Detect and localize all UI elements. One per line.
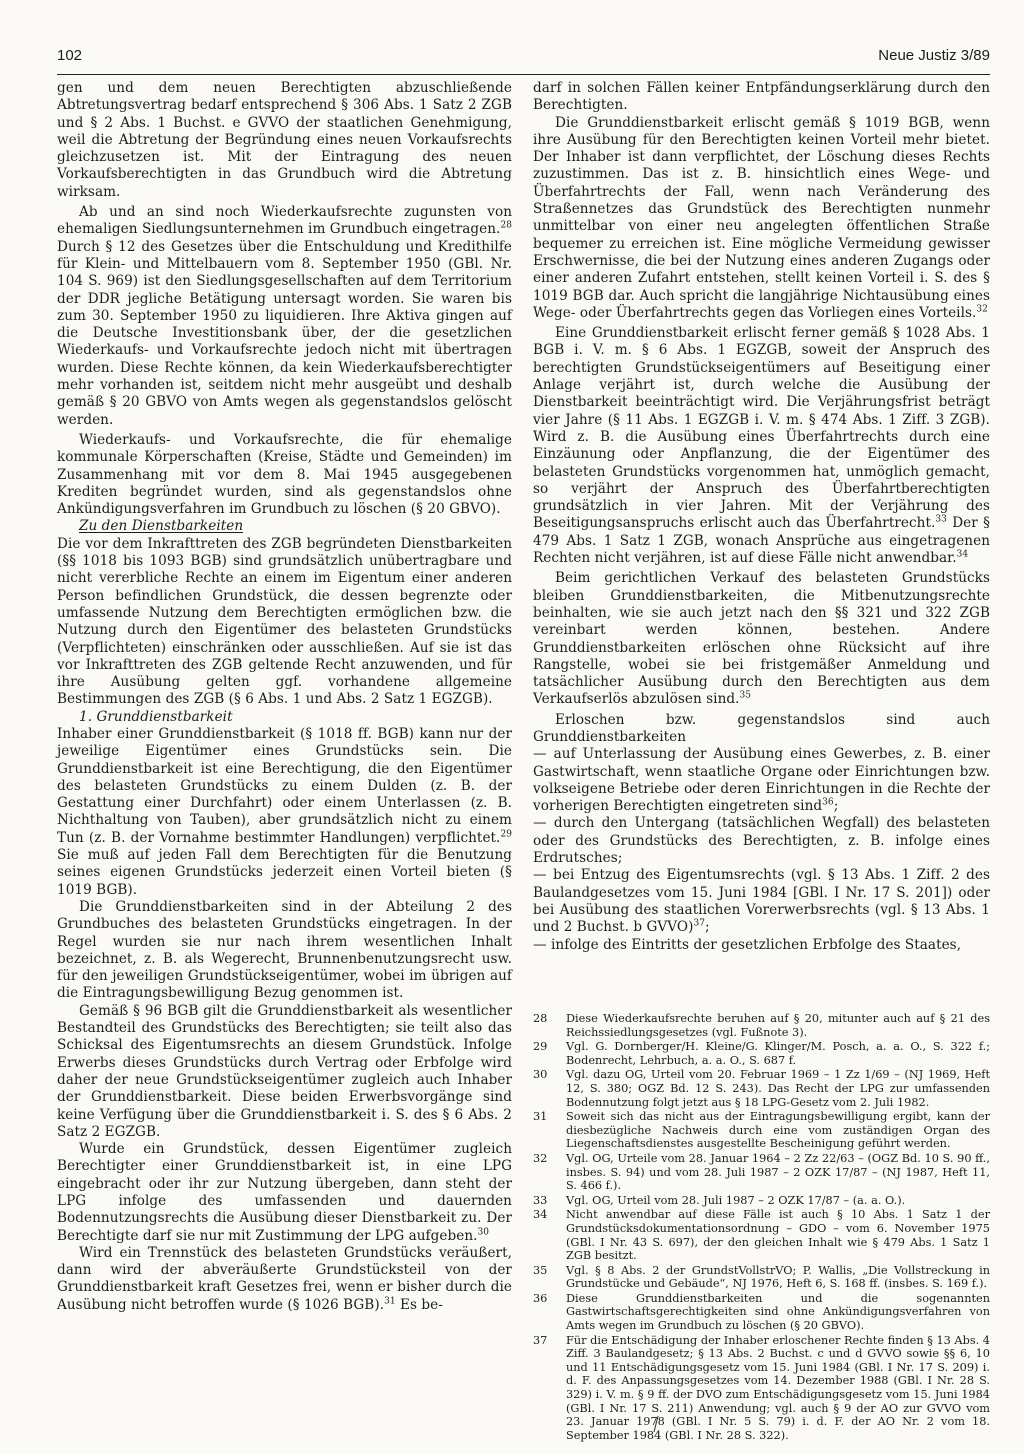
footnote-number: 29 (533, 1040, 548, 1054)
footnote (533, 1194, 990, 1208)
footnote (533, 1334, 990, 1443)
paragraph: Beim gerichtlichen Verkauf des belasteten Grundstücks bleiben Grunddienstbarkeiten, die Mitbenutzungsrechte beinhalten, wie sie auch jetzt nach den §§ 321 und 322 ZGB vereinbart werden können, bestehen. Andere Grunddienstbarkeiten erlöschen ohne Rücksicht auf ihre Rangstelle, wobei sie bei fristgemäßer Anmeldung und tatsächlicher Ausübung durch den Berechtigten aus dem Verkaufserlös abzulösen sind.$^{35}$ (533, 570, 990, 708)
list-item: — auf Unterlassung der Ausübung eines Gewerbes, z. B. einer Gastwirtschaft, wenn staatliche Organe oder Einrichtungen bzw. volkseigene Betriebe oder deren Einrichtungen in die Rechte der vorherigen Berechtigten eingetreten sind$^{36}$; (533, 746, 990, 815)
footnote-text: Vgl. dazu OG, Urteil vom 20. Februar 1969 – 1 Zz 1/69 – (NJ 1969, Heft 12, S. 380; OGZ Bd. 12 S. 243). Das Recht der LPG zur umfassenden Bodennutzung folgt jetzt aus § 18 LPG-Gesetz vom 2. Juli 1982. (566, 1068, 990, 1109)
paragraph: Erloschen bzw. gegenstandslos sind auch Grunddienstbarkeiten (533, 711, 990, 745)
footnote (533, 1040, 990, 1067)
footnote-ref: 35 (739, 690, 752, 701)
list-item: — bei Entzug des Eigentumsrechts (vgl. § 13 Abs. 1 Ziff. 2 des Baulandgesetzes vom 15. Juni 1984 [GBl. I Nr. 17 S. 201]) oder bei Ausübung des staatlichen Vorerwerbsrechts (vgl. § 13 Abs. 1 und 2 Buchst. b GVVO)$^{37}$; (533, 867, 990, 936)
footnote (533, 1110, 990, 1151)
paragraph: gen und dem neuen Berechtigten abzuschließende Abtretungsvertrag bedarf entsprechend § 306 Abs. 1 Satz 2 ZGB und § 2 Abs. 1 Buchst. e GVVO der staatlichen Genehmigung, weil die Abtretung der Begründung eines neuen Vorkaufsrechts gleichzusetzen ist. Mit der Eintragung des neuen Vorkaufsberechtigten in das Grundbuch wird die Abtretung wirksam. (57, 80, 512, 200)
paragraph: Wiederkaufs- und Vorkaufsrechte, die für ehemalige kommunale Körperschaften (Kreise, Städte und Gemeinden) im Zusammenhang mit vor dem 8. Mai 1945 ausgegebenen Krediten begründet wurden, sind als gegenstandslos ohne Ankündigungsverfahren im Grundbuch zu löschen (§ 20 GBVO). (57, 431, 512, 518)
paragraph: Eine Grunddienstbarkeit erlischt ferner gemäß § 1028 Abs. 1 BGB i. V. m. § 6 Abs. 1 EGZGB, soweit der Anspruch des berechtigten Grundstückseigentümers auf Beseitigung einer Anlage verjährt ist, durch welche die Ausübung der Dienstbarkeit beeinträchtigt wird. Die Verjährungsfrist beträgt vier Jahre (§ 11 Abs. 1 EGZGB i. V. m. § 474 Abs. 1 Ziff. 3 ZGB). Wird z. B. die Ausübung eines Überfahrtrechts durch eine Einzäunung oder Anpflanzung, die der Eigentümer des belasteten Grundstücks vorgenommen hat, unmöglich gemacht, so verjährt der Anspruch des Überfahrtberechtigten grundsätzlich in vier Jahren. Mit der Verjährung des Beseitigungsanspruchs erlischt auch das Überfahrtrecht.$^{33}$ Der § 479 Abs. 1 Satz 1 ZGB, wonach Ansprüche aus eingetragenen Rechten nicht verjähren, ist auf diese Fälle nicht anwendbar.$^{34}$ (533, 325, 990, 567)
footnote-ref: 30 (477, 1227, 490, 1238)
footnote (533, 1152, 990, 1193)
footnote-text: Diese Grunddienstbarkeiten und die sogenannten Gastwirtschaftsgerechtigkeiten sind ohne Ankündigungsverfahren von Amts wegen im Grundbuch zu löschen (§ 20 GBVO). (566, 1291, 990, 1333)
footnote-ref: 33 (935, 514, 947, 525)
footnote-number: 28 (533, 1012, 548, 1025)
footnote-number: 32 (533, 1151, 548, 1165)
footnote-text: Für die Entschädigung der Inhaber erloschener Rechte finden § 13 Abs. 4 Ziff. 3 Baulandgesetz; § 13 Abs. 2 Buchst. c und d GVVO sowie §§ 6, 10 und 11 Entschädigungsgesetz vom 15. Juni 1984 (GBl. I Nr. 17 S. 209) i. d. F. des Anpassungsgesetzes vom 14. Dezember 1988 (GBl. I Nr. 28 S. 329) i. V. m. § 9 ff. der DVO zum Entschädigungsgesetz vom 15. Juni 1984 (GBl. I Nr. 17 S. 211) Anwendung; vgl. auch § 9 der AO zur GVVO vom 23. Januar 1978 (GBl. I Nr. 5 S. 79) i. d. F. der AO Nr. 2 vom 18. September 1984 (GBl. I Nr. 28 S. 322). (566, 1333, 990, 1442)
left-column (57, 80, 512, 1314)
footnote-number: 33 (533, 1193, 548, 1207)
footnotes (533, 1012, 990, 1443)
paragraph: Wurde ein Grundstück, dessen Eigentümer zugleich Berechtigter einer Grunddienstbarkeit ist, in eine LPG eingebracht oder ihr zur Nutzung übergeben, dann steht der LPG infolge des umfassenden und dauernden Bodennutzungsrechts die Ausübung dieser Dienstbarkeit zu. Der Berechtigte darf sie nur mit Zustimmung der LPG aufgeben.$^{30}$ (57, 1141, 512, 1244)
paragraph: Die Grunddienstbarkeiten sind in der Abteilung 2 des Grundbuches des belasteten Grundstücks eingetragen. In der Regel wurden sie nur nach ihrem wesentlichen Inhalt bezeichnet, z. B. als Wegerecht, Brunnenbenutzungsrecht usw. für den jeweiligen Grundstückseigentümer, wobei im übrigen auf die Eintragungsbewilligung Bezug genommen ist. (57, 898, 512, 1002)
footnote-text: Vgl. G. Dornberger/H. Kleine/G. Klinger/M. Posch, a. a. O., S. 322 f.; Bodenrecht, Lehrbuch, a. a. O., S. 687 f. (566, 1040, 990, 1067)
footnote-text: Vgl. § 8 Abs. 2 der GrundstVollstrVO; P. Wallis, „Die Vollstreckung in Grundstücke und Gebäude“, NJ 1976, Heft 6, S. 168 ff. (insbes. S. 169 f.). (566, 1263, 990, 1291)
footnote-ref: 28 (500, 220, 512, 231)
section-title: Zu den Dienstbarkeiten (79, 518, 244, 535)
paragraph: Die vor dem Inkrafttreten des ZGB begründeten Dienstbarkeiten (§§ 1018 bis 1093 BGB) sind grundsätzlich unübertragbare und nicht vererbliche Rechte an einem im Eigentum einer anderen Person befindlichen Grundstück, die dessen begrenzte oder umfassende Nutzung dem Berechtigten ermöglichen bzw. die Nutzung durch den Eigentümer des belasteten Grundstücks (Verpflichteten) einschränken oder ausschließen. Auf sie ist das vor Inkrafttreten des ZGB geltende Recht anzuwenden, und für ihre Ausübung gelten ggf. vorhandene allgemeine Bestimmungen des ZGB (§ 6 Abs. 1 und Abs. 2 Satz 1 EGZGB). (57, 535, 512, 708)
footnote-text: Vgl. OG, Urteile vom 28. Januar 1964 – 2 Zz 22/63 – (OGZ Bd. 10 S. 90 ff., insbes. S. 94) und vom 28. Juli 1987 – 2 OZK 17/87 – (NJ 1987, Heft 11, S. 466 f.). (566, 1151, 990, 1193)
footnote (533, 1264, 990, 1291)
list-item: — durch den Untergang (tatsächlichen Wegfall) des belasteten oder des Grundstücks des Berechtigten, z. B. infolge eines Erdrutsches; (533, 815, 990, 867)
header-rule (57, 74, 990, 75)
footnote-text: Vgl. OG, Urteil vom 28. Juli 1987 – 2 OZK 17/87 – (a. a. O.). (566, 1193, 906, 1207)
paragraph: darf in solchen Fällen keiner Entpfändungserklärung durch den Berechtigten. (533, 80, 990, 114)
paragraph: Gemäß § 96 BGB gilt die Grunddienstbarkeit als wesentlicher Bestandteil des Grundstücks des Berechtigten; sie teilt also das Schicksal des Eigentumsrechts an diesem Grundstück. Infolge Erwerbs dieses Grundstücks durch Vertrag oder Erbfolge wird daher der neue Grundstückseigentümer zugleich auch Inhaber der Grunddienstbarkeit. Diese beiden Erwerbsvorgänge sind keine Verfügung über die Grunddienstbarkeit i. S. des § 6 Abs. 2 Satz 2 EGZGB. (57, 1002, 512, 1140)
footnote-ref: 36 (822, 797, 834, 808)
subsection-title: 1. Grunddienstbarkeit (79, 708, 233, 725)
footnote (533, 1208, 990, 1262)
paragraph: Inhaber einer Grunddienstbarkeit (§ 1018 ff. BGB) kann nur der jeweilige Eigentümer eines Grundstücks sein. Die Grunddienstbarkeit ist eine Berechtigung, die den Eigentümer des belasteten Grundstücks zu einem Dulden (z. B. der Gestattung einer Durchfahrt) oder einem Unterlassen (z. B. Nichthaltung von Tauben), aber grundsätzlich nicht zu einem Tun (z. B. der Vornahme bestimmter Handlungen) verpflichtet.$^{29}$ Sie muß auf jeden Fall dem Berechtigten für die Benutzung seines eigenen Grundstücks jederzeit einen Vorteil bieten (§ 1019 BGB). (57, 725, 512, 898)
page-number: 102 (57, 47, 83, 64)
footnote-text: Diese Wiederkaufsrechte beruhen auf § 20, mitunter auch auf § 21 des Reichssiedlungsgesetzes (vgl. Fußnote 3). (566, 1012, 990, 1039)
footnote-ref: 29 (500, 829, 512, 840)
footnote-number: 35 (533, 1263, 548, 1277)
footnote-number: 31 (533, 1110, 548, 1124)
footnote-ref: 31 (384, 1296, 396, 1307)
footnote-number: 37 (533, 1333, 548, 1347)
footnote-number: 34 (533, 1208, 548, 1222)
paragraph: Wird ein Trennstück des belasteten Grundstücks veräußert, dann wird der abveräußerte Grundstücksteil von der Grunddienstbarkeit kraft Gesetzes frei, wenn er bisher durch die Ausübung nicht betroffen wurde (§ 1026 BGB).$^{31}$ Es be- (57, 1244, 512, 1313)
right-column (533, 80, 990, 954)
paragraph: Ab und an sind noch Wiederkaufsrechte zugunsten von ehemaligen Siedlungsunternehmen im Grundbuch eingetragen.$^{28}$ Durch § 12 des Gesetzes über die Entschuldung und Kredithilfe für Klein- und Mittelbauern vom 8. September 1950 (GBl. Nr. 104 S. 969) ist den Siedlungsgesellschaften auf dem Territorium der DDR jegliche Betätigung untersagt worden. Sie waren bis zum 30. September 1950 zu liquidieren. Ihre Aktiva gingen auf die Deutsche Investitionsbank über, der die gesetzlichen Wiederkaufs- und Vorkaufsrechte jedoch nicht mit übertragen wurden. Diese Rechte können, da kein Wiederkaufsberechtigter mehr vorhanden ist, seitdem nicht mehr ausgeübt und deshalb gemäß § 20 GBVO von Amts wegen als gegenstandslos gelöscht werden. (57, 204, 512, 428)
footnote-ref: 32 (976, 304, 988, 315)
footnote (533, 1292, 990, 1333)
pen-mark (652, 1415, 660, 1433)
journal-header: Neue Justiz 3/89 (878, 47, 990, 64)
footnote-ref: 37 (693, 918, 706, 929)
footnote (533, 1068, 990, 1109)
footnote-text: Nicht anwendbar auf diese Fälle ist auch § 10 Abs. 1 Satz 1 der Grundstücksdokumentationsordnung – GDO – vom 6. November 1975 (GBl. I Nr. 43 S. 697), der den gleichen Inhalt wie § 479 Abs. 1 Satz 1 ZGB besitzt. (566, 1208, 990, 1263)
footnote (533, 1012, 990, 1039)
footnote-number: 30 (533, 1068, 548, 1082)
list-item: — infolge des Eintritts der gesetzlichen Erbfolge des Staates, (533, 936, 962, 953)
paragraph: Die Grunddienstbarkeit erlischt gemäß § 1019 BGB, wenn ihre Ausübung für den Berechtigten keinen Vorteil mehr bietet. Der Inhaber ist dann verpflichtet, der Löschung dieses Rechts zuzustimmen. Das ist z. B. hinsichtlich eines Wege- und Überfahrtrechts der Fall, wenn nach Veränderung des Straßennetzes das Grundstück des Berechtigten nunmehr unmittelbar von einer neu angelegten öffentlichen Straße bequemer zu erreichen ist. Eine mögliche Vermeidung gewisser Erschwernisse, die bei der Nutzung eines anderen Zugangs oder einer anderen Zufahrt entstehen, stellt keinen Vorteil i. S. des § 1019 BGB dar. Auch spricht die langjährige Nichtausübung eines Wege- oder Überfahrtrechts gegen das Vorliegen eines Vorteils.$^{32}$ (533, 114, 990, 321)
footnote-ref: 34 (956, 549, 969, 560)
footnote-text: Soweit sich das nicht aus der Eintragungsbewilligung ergibt, kann der diesbezügliche Nachweis durch eine vom zuständigen Organ des Liegenschaftsdienstes ausgestellte Bescheinigung geführt werden. (566, 1110, 990, 1151)
footnote-number: 36 (533, 1291, 548, 1305)
